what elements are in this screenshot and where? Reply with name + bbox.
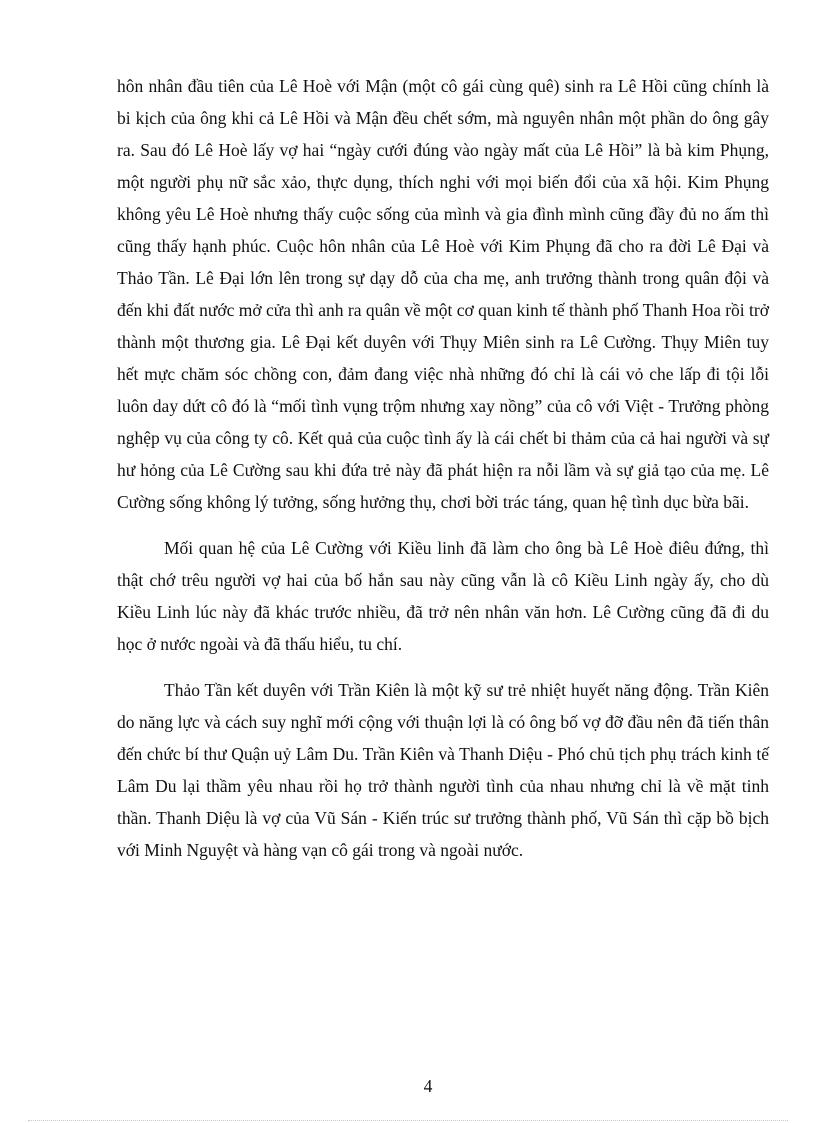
paragraph-thao-tan-tran-kien: Thảo Tần kết duyên với Trần Kiên là một kỹ sư trẻ nhiệt huyết năng động. Trần Kiên do năng lực và cách suy nghĩ mới cộng với thuận lợi là có ông bố vợ đỡ đầu nên đã tiến thân đến chức bí thư Quận uỷ Lâm Du. Trần Kiên và Thanh Diệu - Phó chủ tịch phụ trách kinh tế Lâm Du lại thầm yêu nhau rồi họ trở thành người tình của nhau nhưng chỉ là về mặt tinh thần. Thanh Diệu là vợ của Vũ Sán - Kiến trúc sư trưởng thành phố, Vũ Sán thì cặp bồ bịch với Minh Nguyệt và hàng vạn cô gái trong và ngoài nước.: [117, 680, 769, 860]
page-bottom-divider: [28, 1120, 788, 1121]
paragraph-continuation: hôn nhân đầu tiên của Lê Hoè với Mận (một cô gái cùng quê) sinh ra Lê Hồi cũng chính là bi kịch của ông khi cả Lê Hồi và Mận đều chết sớm, mà nguyên nhân một phần do ông gây ra. Sau đó Lê Hoè lấy vợ hai “ngày cưới đúng vào ngày mất của Lê Hồi” là bà kim Phụng, một người phụ nữ sắc xảo, thực dụng, thích nghi với mọi biến đổi của xã hội. Kim Phụng không yêu Lê Hoè nhưng thấy cuộc sống của mình và gia đình mình cũng đầy đủ no ấm thì cũng thấy hạnh phúc. Cuộc hôn nhân của Lê Hoè với Kim Phụng đã cho ra đời Lê Đại và Thảo Tần. Lê Đại lớn lên trong sự dạy dỗ của cha mẹ, anh trưởng thành trong quân đội và đến khi đất nước mở cửa thì anh ra quân về một cơ quan kinh tế thành phố Thanh Hoa rồi trở thành một thương gia. Lê Đại kết duyên với Thụy Miên sinh ra Lê Cường. Thụy Miên tuy hết mực chăm sóc chồng con, đảm đang việc nhà những đó chỉ là cái vỏ che lấp đi tội lỗi luôn day dứt cô đó là “mối tình vụng trộm nhưng xay nồng” của cô với Việt - Trưởng phòng nghệp vụ của công ty cô. Kết quả của cuộc tình ấy là cái chết bi thảm của cả hai người và sự hư hỏng của Lê Cường sau khi đứa trẻ này đã phát hiện ra nỗi lầm và sự giả tạo của mẹ. Lê Cường sống không lý tưởng, sống hưởng thụ, chơi bời trác táng, quan hệ tình dục bừa bãi.: [117, 76, 769, 512]
page-number: 4: [423, 1076, 433, 1096]
body-text: [117, 70, 769, 866]
paragraph-le-cuong-kieu-linh: Mối quan hệ của Lê Cường với Kiều linh đã làm cho ông bà Lê Hoè điêu đứng, thì thật chớ trêu người vợ hai của bố hắn sau này cũng vẫn là cô Kiều Linh ngày ấy, cho dù Kiều Linh lúc này đã khác trước nhiều, đã trở nên nhân văn hơn. Lê Cường cũng đã đi du học ở nước ngoài và đã thấu hiểu, tu chí.: [117, 538, 769, 654]
